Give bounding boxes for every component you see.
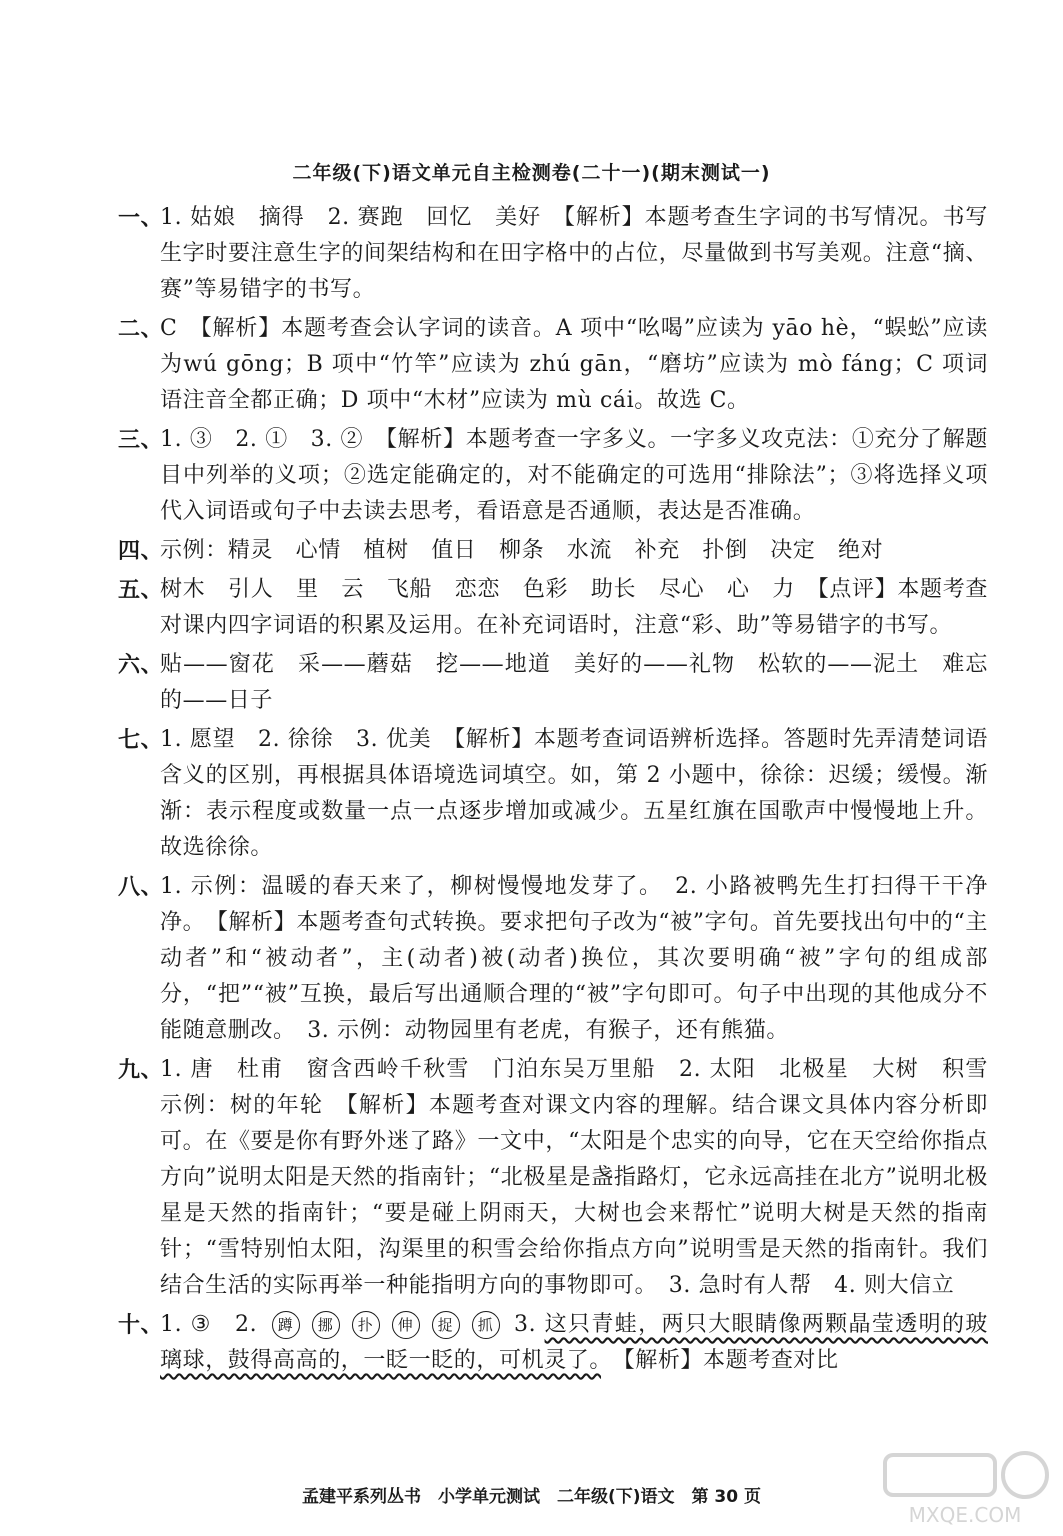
question-text: 3.	[513, 1312, 537, 1337]
question-text: 1. 愿望 2. 徐徐 3. 优美 【解析】本题考查词语辨析选择。答题时先弄清楚词语含义的区别，再根据具体语境选词填空。如，第 2 小题中，徐徐：迟缓；缓慢。渐渐：表示程度或数量一点一点逐步增加或减少。五星红旗在国歌声中慢慢地上升。故选徐徐。	[160, 727, 988, 860]
circled-char: 扑	[352, 1311, 380, 1339]
question-3	[118, 422, 988, 530]
question-text: 贴——窗花 采——蘑菇 挖——地道 美好的——礼物 松软的——泥土 难忘的——日子	[160, 652, 988, 713]
question-text: 【解析】本题考查对比	[623, 1348, 839, 1373]
question-8	[118, 869, 988, 1049]
question-number: 三、	[118, 427, 164, 453]
question-6	[118, 647, 988, 719]
circled-char: 伸	[392, 1311, 420, 1339]
page-footer: 孟建平系列丛书 小学单元测试 二年级(下)语文 第 30 页	[301, 1487, 762, 1507]
question-number: 六、	[118, 652, 164, 678]
circled-char: 蹲	[272, 1311, 300, 1339]
watermark-logo	[880, 1440, 1050, 1530]
question-number: 二、	[118, 316, 164, 342]
question-number: 十、	[118, 1312, 164, 1338]
question-text: 树木 引人 里 云 飞船 恋恋 色彩 助长 尽心 心 力 【点评】本题考查对课内四字词语的积累及运用。在补充词语时，注意“彩、助”等易错字的书写。	[160, 577, 988, 638]
question-1	[118, 200, 988, 308]
question-number: 八、	[118, 874, 164, 900]
question-5	[118, 572, 988, 644]
watermark-text: MXQE.COM	[908, 1503, 1022, 1527]
question-text: 1. 示例：温暖的春天来了，柳树慢慢地发芽了。 2. 小路被鸭先生打扫得干干净净。 【解析】本题考查句式转换。要求把句子改为“被”字句。首先要找出句中的“主动者”和“被动者”，主(动者)被(动者)换位，其次要明确“被”字句的组成部分，“把”“被”互换，最后写出通顺合理的“被”字句即可。句子中出现的其他成分不能随意删改。 3. 示例：动物园里有老虎，有猴子，还有熊猫。	[160, 874, 988, 1043]
question-10	[118, 1307, 988, 1379]
question-text: 示例：精灵 心情 植树 值日 柳条 水流 补充 扑倒 决定 绝对	[160, 538, 884, 563]
answer-content	[118, 200, 1011, 1382]
question-text: 1. ③ 2. ① 3. ② 【解析】本题考查一字多义。一字多义攻克法：①充分了解题目中列举的义项；②选定能确定的，对不能确定的可选用“排除法”；③将选择义项代入词语或句子中去读去思考，看语意是否通顺，表达是否准确。	[160, 427, 988, 524]
question-number: 四、	[118, 538, 164, 564]
question-number: 一、	[118, 205, 164, 231]
question-9	[118, 1052, 1011, 1304]
question-number: 五、	[118, 577, 164, 603]
circled-char: 捉	[432, 1311, 460, 1339]
question-text: C 【解析】本题考查会认字词的读音。A 项中“吆喝”应读为 yāo hè，“蜈蚣”应读为wú gōng；B 项中“竹竿”应读为 zhú gān，“磨坊”应读为 mò fáng；C 项词语注音全都正确；D 项中“木材”应读为 mù cái。故选 C。	[160, 316, 988, 413]
wavy-underlined-sentence: 这只青蛙，两只大眼睛像两颗晶莹透明的玻璃球，鼓得高高的，一眨一眨的，可机灵了。	[160, 1312, 988, 1373]
circled-char: 挪	[312, 1311, 340, 1339]
question-text: 1. 姑娘 摘得 2. 赛跑 回忆 美好 【解析】本题考查生字词的书写情况。书写生字时要注意生字的间架结构和在田字格中的占位，尽量做到书写美观。注意“摘、赛”等易错字的书写。	[160, 205, 988, 302]
circled-char: 抓	[472, 1311, 500, 1339]
question-text: 1. ③ 2.	[160, 1312, 258, 1337]
question-4	[118, 533, 988, 569]
page-title: 二年级(下)语文单元自主检测卷(二十一)(期末测试一)	[292, 162, 771, 184]
question-2	[118, 311, 988, 419]
question-text: 1. 唐 杜甫 窗含西岭千秋雪 门泊东吴万里船 2. 太阳 北极星 大树 积雪 示例：树的年轮 【解析】本题考查对课文内容的理解。结合课文具体内容分析即可。在《要是你有野外迷了路》一文中，“太阳是个忠实的向导，它在天空给你指点方向”说明太阳是天然的指南针；“北极星是盏指路灯，它永远高挂在北方”说明北极星是天然的指南针；“要是碰上阴雨天，大树也会来帮忙”说明大树是天然的指南针；“雪特别怕太阳，沟渠里的积雪会给你指点方向”说明雪是天然的指南针。我们结合生活的实际再举一种能指明方向的事物即可。 3. 急时有人帮 4. 则大信立	[160, 1057, 1011, 1298]
question-number: 九、	[118, 1057, 164, 1083]
question-number: 七、	[118, 727, 164, 753]
question-7	[118, 722, 988, 866]
